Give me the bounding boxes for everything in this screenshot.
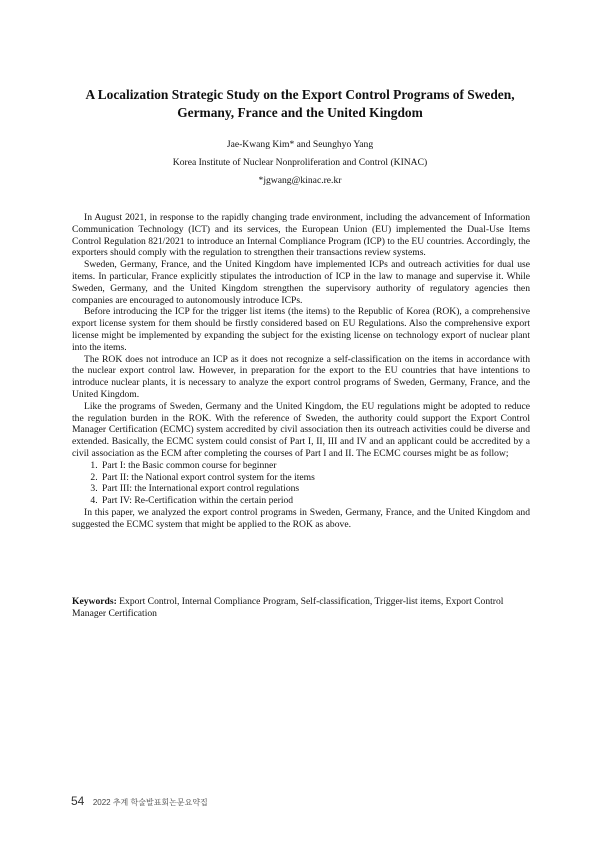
publication-name: 2022 추계 학술발표회논문요약집 xyxy=(92,798,208,807)
author-email: *jgwang@kinac.re.kr xyxy=(258,175,342,186)
abstract-body xyxy=(72,212,530,531)
ecmc-course-item: 1. Part I: the Basic common course for beginner xyxy=(100,460,530,472)
abstract-paragraph-4: The ROK does not introduce an ICP as it does not recognize a self-classification on the items in accordance with the nuclear export control law. However, in preparation for the export to the EU countries that have intentions to introduce nuclear plants, it is necessary to analyze the export control programs of Sweden, Germany, France, and the United Kingdom. xyxy=(72,353,530,400)
abstract-paragraph-1: In August 2021, in response to the rapidly changing trade environment, including the advancement of Information Communication Technology (ICT) and its services, the European Union (EU) implemented the Dual-Use Items Control Regulation 821/2021 to introduce an Internal Compliance Program (ICP) to the EU countries. Accordingly, the exporters should comply with the regulation to strengthen their transactions review systems. xyxy=(72,212,530,259)
paper-authors: Jae-Kwang Kim* and Seunghyo Yang xyxy=(226,139,374,150)
abstract-paragraph-2: Sweden, Germany, France, and the United Kingdom have implemented ICPs and outreach activities for dual use items. In particular, France explicitly stipulates the introduction of ICP in the law to manage and supervise it. While Sweden, Germany, and the United Kingdom strengthen the supervisory authority of regulatory agencies then companies are encouraged to autonomously introduce ICPs. xyxy=(72,259,530,306)
page-footer xyxy=(71,792,208,810)
ecmc-course-item: 3. Part III: the International export control regulations xyxy=(100,483,530,495)
ecmc-course-item: 2. Part II: the National export control system for the items xyxy=(100,472,530,484)
keywords-label: Keywords: xyxy=(72,596,117,607)
ecmc-course-item: 4. Part IV: Re-Certification within the certain period xyxy=(100,495,530,507)
paper-affiliation: Korea Institute of Nuclear Nonproliferation and Control (KINAC) xyxy=(172,157,428,168)
page-number: 54 xyxy=(71,794,85,808)
abstract-paragraph-6: In this paper, we analyzed the export control programs in Sweden, Germany, France, and the United Kingdom and suggested the ECMC system that might be applied to the ROK as above. xyxy=(72,506,530,530)
paper-title: A Localization Strategic Study on the Export Control Programs of Sweden, Germany, France and the United Kingdom xyxy=(85,87,515,120)
ecmc-course-list xyxy=(72,460,530,507)
keywords-text: Export Control, Internal Compliance Program, Self-classification, Trigger-list items, Export Control Manager Certification xyxy=(72,596,504,619)
abstract-paragraph-3: Before introducing the ICP for the trigger list items (the items) to the Republic of Korea (ROK), a comprehensive export license system for them should be firstly considered based on EU Regulations. Also the comprehensive export license might be implemented by expanding the subject for the existing license on technology export of nuclear plant into the items. xyxy=(72,306,530,353)
keywords-section xyxy=(72,596,530,620)
abstract-paragraph-5: Like the programs of Sweden, Germany and the United Kingdom, the EU regulations might be adopted to reduce the regulation burden in the ROK. With the reference of Sweden, the authority could support the Export Control Manager Certification (ECMC) system accredited by civil association then its outreach activities could be diverse and extended. Basically, the ECMC system could consist of Part I, II, III and IV and an applicant could be accredited by a civil association as the ECM after completing the courses of Part I and II. The ECMC courses might be as follow; xyxy=(72,400,530,459)
